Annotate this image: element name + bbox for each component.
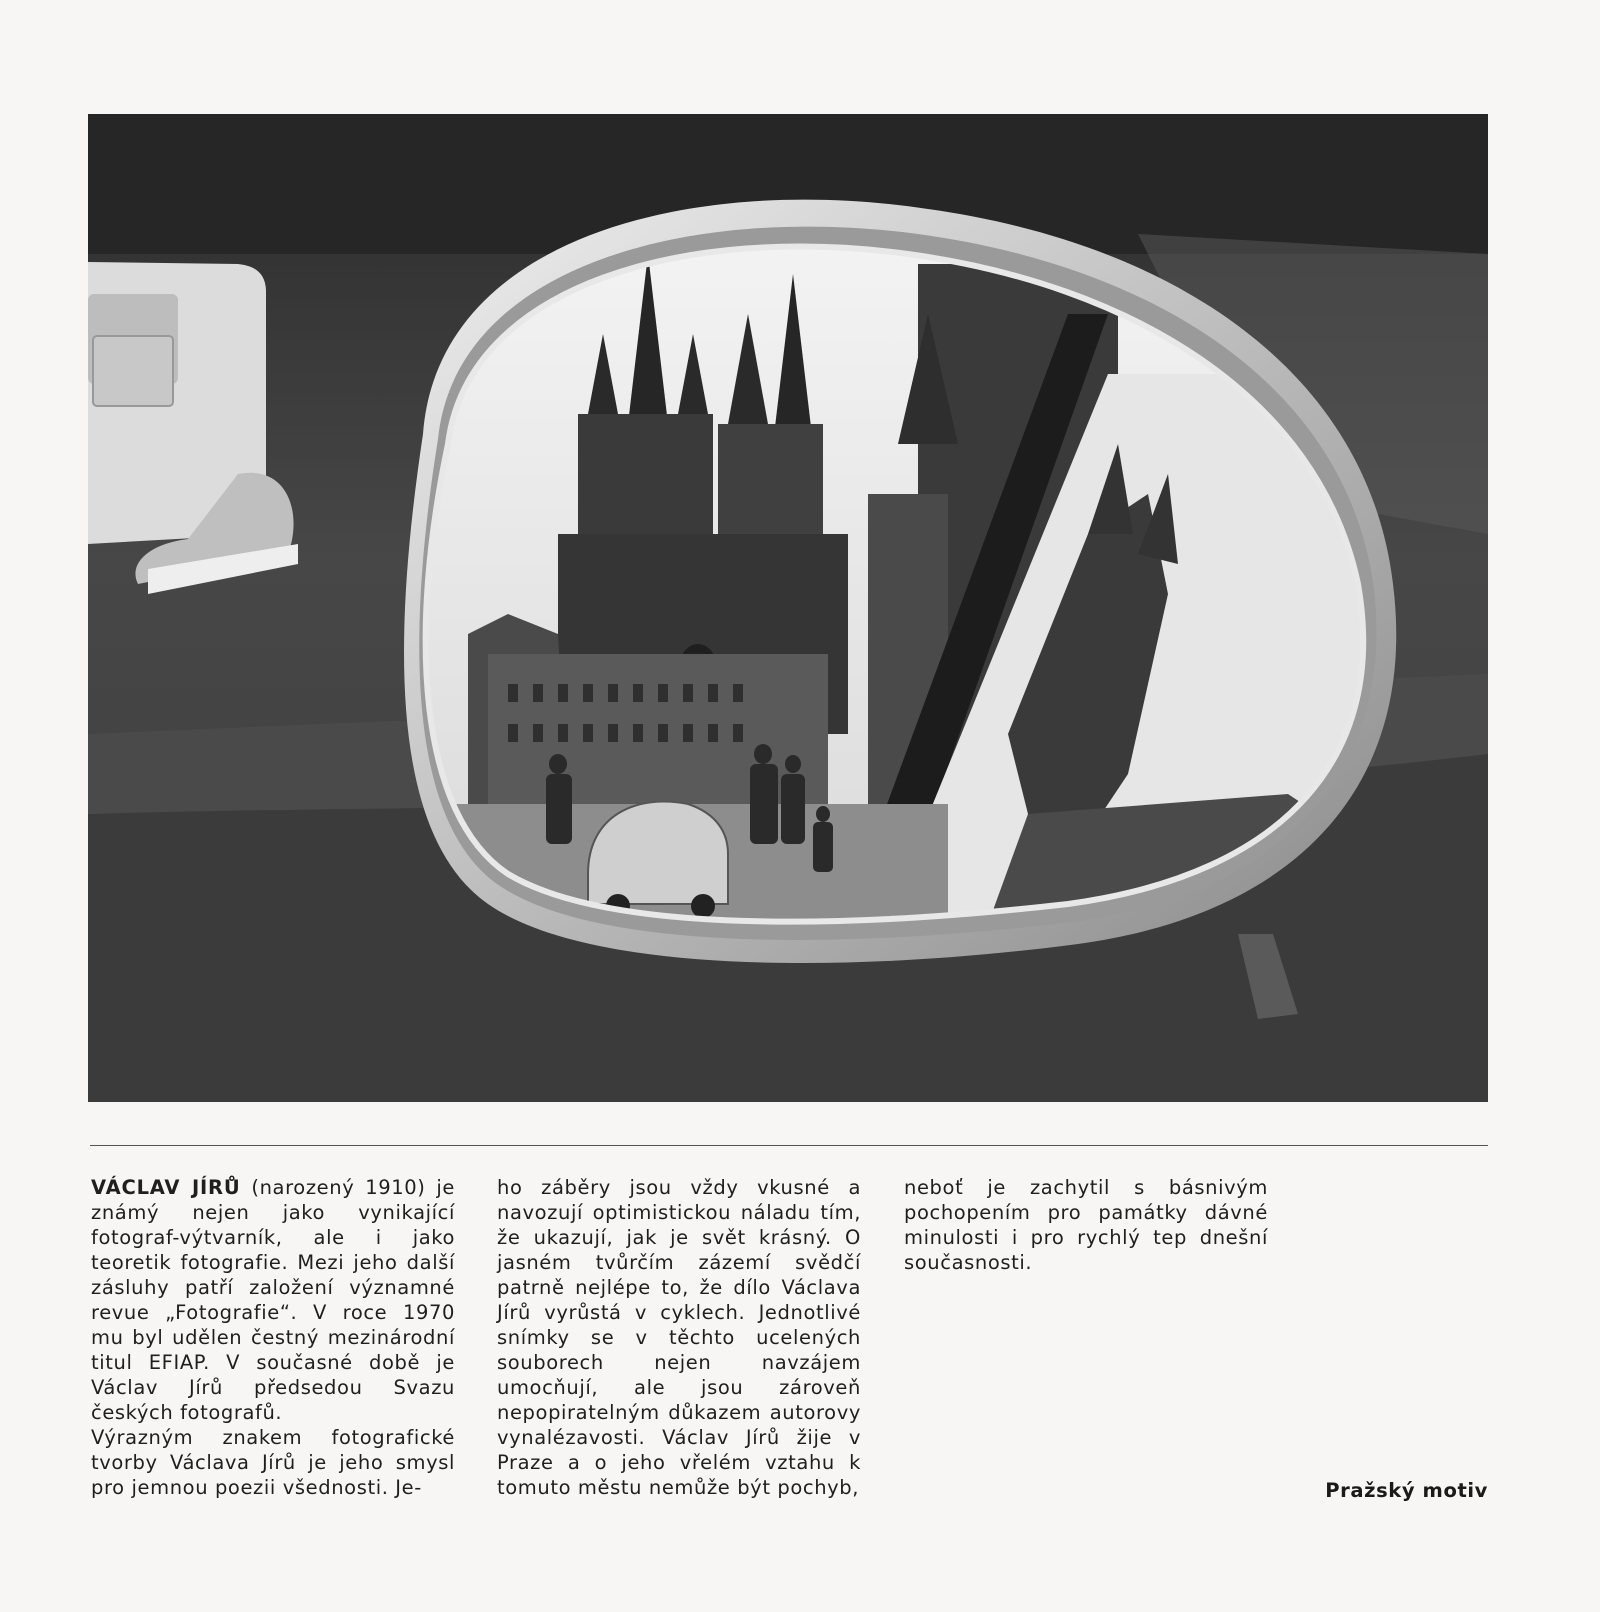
photo-caption: Pražský motiv (1325, 1479, 1488, 1502)
paragraph-4: neboť je zachytil s básnivým pochopením pro památky dávné minulosti i pro rychlý tep dnešní současnosti. (904, 1176, 1268, 1274)
paragraph-intro (91, 1175, 455, 1425)
text-column-1 (91, 1175, 455, 1500)
text-column-2 (497, 1175, 861, 1500)
mirror-photo-illustration (88, 114, 1488, 1102)
paragraph-2: Výrazným znakem fotografické tvorby Václava Jírů je jeho smysl pro jemnou poezii všednosti. Je- (91, 1426, 455, 1499)
separator-line (90, 1145, 1488, 1146)
text-column-3 (904, 1175, 1268, 1275)
author-name: VÁCLAV JÍRŮ (91, 1176, 241, 1199)
photograph (88, 114, 1488, 1102)
intro-text: (narozený 1910) je známý nejen jako vynikající fotograf-výtvarník, ale i jako teoretik fotografie. Mezi jeho další zásluhy patří založení významné revue „Fotografie“. V roce 1970 mu byl udělen čestný mezinárodní titul EFIAP. V současné době je Václav Jírů předsedou Svazu českých fotografů. (91, 1176, 455, 1424)
paragraph-3: ho záběry jsou vždy vkusné a navozují optimistickou náladu tím, že ukazují, jak je svět krásný. O jasném tvůrčím zázemí svědčí patrně nejlépe to, že dílo Václava Jírů vyrůstá v cyklech. Jednotlivé snímky se v těchto ucelených souborech nejen navzájem umocňují, ale jsou zároveň nepopiratelným důkazem autorovy vynalézavosti. Václav Jírů žije v Praze a o jeho vřelém vztahu k tomuto městu nemůže být pochyb, (497, 1176, 861, 1499)
